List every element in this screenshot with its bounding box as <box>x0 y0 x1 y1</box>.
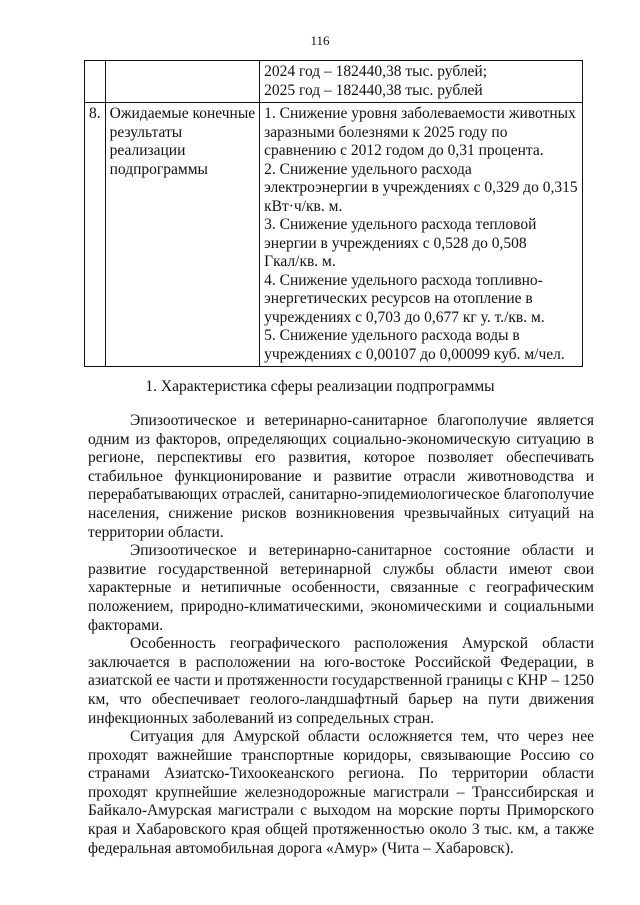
paragraph: Ситуация для Амурской области осложняется тем, что через нее проходят важнейшие транспортные коридоры, связывающие Россию со странами Азиатско-Тихоокеанского региона. По территории области проходят крупнейшие железнодорожные магистрали – Транссибирская и Байкало-Амурская магистрали с выходом на морские порты Приморского края и Хабаровского края общей протяженностью около 3 тыс. км, а также федеральная автомобильная дорога «Амур» (Чита – Хабаровск). <box>88 728 594 857</box>
paragraph: Эпизоотическое и ветеринарно-санитарное благополучие является одним из факторов, определяющих социально-экономическую ситуацию в регионе, перспективы его развития, которое позволяет обеспечивать стабильное функционирование и развитие отрасли животноводства и перерабатывающих отраслей, санитарно-эпидемиологическое благополучие населения, снижение рисков возникновения чрезвычайных ситуаций на территории области. <box>88 412 594 541</box>
row-value-cell <box>260 61 582 103</box>
row-value-cell <box>260 103 582 367</box>
row-name-cell <box>105 61 260 103</box>
value-line: электроэнергии в учреждениях с 0,329 до 0,315 <box>264 179 578 196</box>
name-line: Ожидаемые конечные <box>109 105 256 122</box>
row-number-cell <box>85 61 106 103</box>
value-line: 5. Снижение удельного расхода воды в <box>264 327 520 344</box>
value-line: заразными болезнями к 2025 году по <box>264 123 508 141</box>
value-line: учреждениях с 0,00107 до 0,00099 куб. м/чел. <box>264 345 565 363</box>
name-line: реализации <box>109 142 186 159</box>
value-line: кВт·ч/кв. м. <box>264 197 343 215</box>
section-heading: 1. Характеристика сферы реализации подпрограммы <box>145 378 495 395</box>
row-number-cell: 8. <box>85 103 106 367</box>
table-row <box>85 103 583 367</box>
value-line: энергии в учреждениях с 0,528 до 0,508 <box>264 234 527 252</box>
value-line: Гкал/кв. м. <box>264 253 336 270</box>
paragraph: Особенность географического расположения Амурской области заключается в расположении на юго-востоке Российской Федерации, в азиатской ее части и протяженности государственной границы с КНР – 1250 км, что обеспечивает геолого-ландшафтный барьер на пути движения инфекционных заболеваний из сопредельных стран. <box>88 635 594 727</box>
value-line: 2. Снижение удельного расхода <box>264 160 472 178</box>
value-line: сравнению с 2012 годом до 0,31 процента. <box>264 142 544 159</box>
value-line: 1. Снижение уровня заболеваемости животных <box>264 105 576 122</box>
name-line: подпрограммы <box>109 160 208 178</box>
value-line: 3. Снижение удельного расхода тепловой <box>264 216 537 233</box>
page-number: 116 <box>310 33 330 48</box>
program-passport-table <box>84 60 583 367</box>
row-name-cell <box>105 103 260 367</box>
body-text <box>88 412 594 858</box>
value-line: энергетических ресурсов на отопление в <box>264 290 533 307</box>
paragraph: Эпизоотическое и ветеринарно-санитарное состояние области и развитие государственной ветеринарной службы области имеют свои характерные и нетипичные особенности, связанные с географическим положением, природно-климатическими, экономическими и социальными факторами. <box>88 542 594 634</box>
value-line: 2025 год – 182440,38 тыс. рублей <box>264 81 483 99</box>
value-line: учреждениях с 0,703 до 0,677 кг у. т./кв. м. <box>264 308 545 326</box>
table-row <box>85 61 583 103</box>
value-line: 2024 год – 182440,38 тыс. рублей; <box>264 63 488 80</box>
value-line: 4. Снижение удельного расхода топливно- <box>264 271 543 289</box>
name-line: результаты <box>109 123 183 141</box>
